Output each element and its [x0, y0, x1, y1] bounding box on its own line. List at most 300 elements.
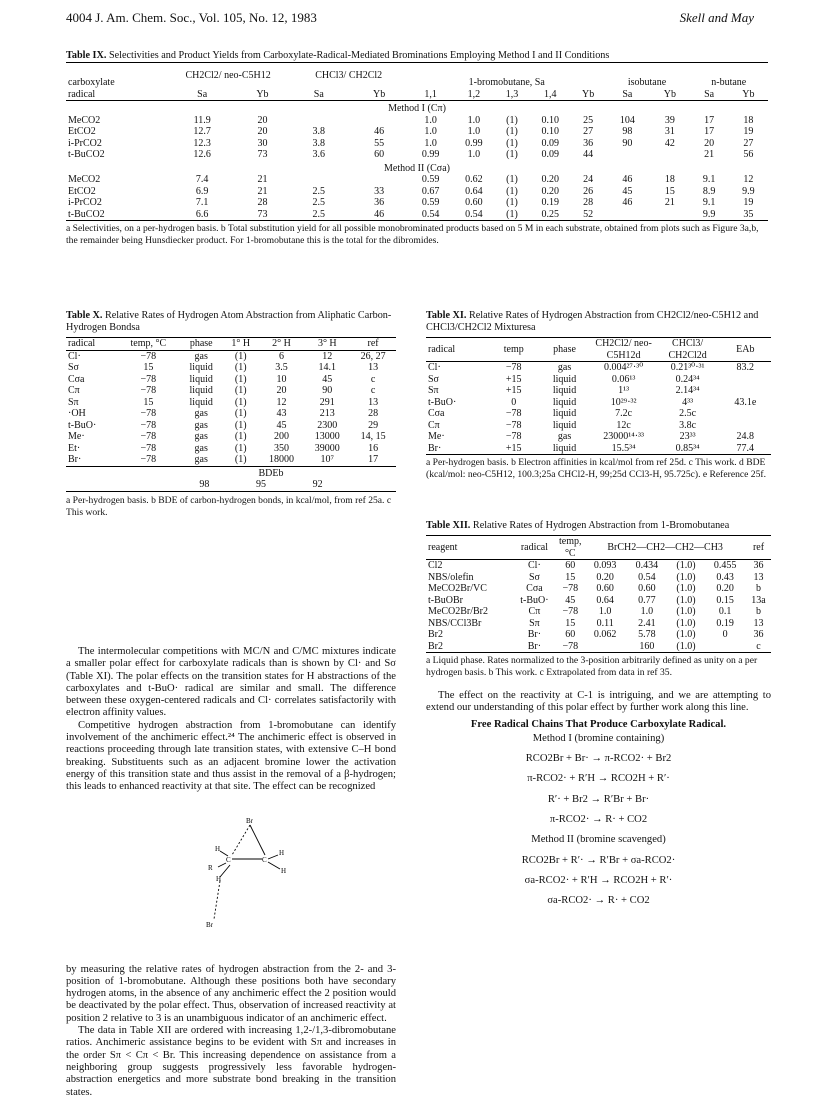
- table-cell: 13: [753, 571, 764, 583]
- table-row: [66, 350, 396, 362]
- table-row: [66, 431, 396, 443]
- table-cell: Cπ: [68, 385, 80, 396]
- table-cell: 20: [276, 385, 287, 396]
- table-cell: (1.0): [676, 617, 696, 629]
- table-cell: (1): [506, 197, 518, 208]
- table-cell: (1): [234, 385, 247, 396]
- table-cell: i-PrCO2: [68, 197, 102, 208]
- table-cell: 0.60: [465, 197, 483, 208]
- table-cell: 18: [664, 174, 675, 185]
- table-cell: 23³³: [679, 431, 696, 442]
- table-row: [426, 443, 771, 455]
- table-row: [66, 186, 768, 198]
- table-cell: 13: [753, 617, 764, 629]
- table-x-header: 1° H: [223, 338, 259, 351]
- table-x: [66, 310, 396, 519]
- table-cell: [584, 641, 626, 653]
- bde-value: 92: [312, 479, 323, 490]
- table-cell: −78: [505, 362, 522, 373]
- table-cell: (1): [506, 174, 518, 185]
- table-cell: 20: [257, 126, 268, 137]
- table-ix-subheader: 1,3: [495, 89, 528, 101]
- table-cell: 18: [743, 114, 754, 126]
- table-xii-grid: [426, 535, 771, 653]
- table-row: [426, 595, 771, 607]
- table-cell: Sπ: [529, 617, 540, 629]
- table-ix-subheader: 1,4: [529, 89, 572, 101]
- table-cell: 13000: [314, 431, 340, 442]
- paragraph: Competitive hydrogen abstraction from 1-bromobutane can identify involvement of the anchimeric effect.²⁴ The anchimeric effect is observed in reactions proceeding through late transition states, with extensive C–H bond breaking. Substituents such as an adjacent bromine lower the activation energy of this transition state and thus assist in the removal of a β-hydrogen; this leads to enhanced reactivity at that site. The effect can be recognized: [66, 719, 396, 793]
- table-cell: Me·: [68, 431, 85, 442]
- equation: RCO2Br + R′· → R′Br + σa-RCO2·: [521, 854, 676, 866]
- method-i-label: Method I (Cπ): [388, 103, 446, 114]
- equation: RCO2Br + Br· → π-RCO2· + Br2: [525, 753, 672, 765]
- section-heading: Free Radical Chains That Produce Carboxylate Radical.: [470, 718, 727, 730]
- table-cell: 45: [565, 594, 576, 606]
- table-cell: gas: [194, 419, 208, 431]
- table-cell: Cσa: [526, 583, 543, 594]
- table-x-header: temp, °C: [117, 338, 180, 351]
- table-cell: [349, 174, 409, 186]
- table-cell: 36: [753, 560, 764, 571]
- table-cell: (1): [234, 362, 247, 373]
- table-row: [426, 629, 771, 641]
- table-cell: 98: [622, 126, 633, 137]
- table-cell: (1): [234, 373, 247, 385]
- table-cell: (1.0): [676, 606, 696, 617]
- table-cell: 9.9: [702, 208, 716, 220]
- table-row: [66, 385, 396, 397]
- table-cell: [720, 385, 771, 397]
- table-cell: 1.0: [424, 114, 437, 126]
- table-cell: 1¹³: [618, 385, 630, 396]
- table-row: [66, 397, 396, 409]
- table-ix-subheader: Yb: [572, 89, 605, 101]
- table-cell: 39: [664, 114, 675, 126]
- table-cell: 0.06¹³: [611, 373, 636, 385]
- table-cell: 45: [276, 419, 287, 431]
- table-cell: 35: [743, 208, 754, 220]
- table-cell: [650, 209, 689, 221]
- table-x-header: phase: [180, 338, 223, 351]
- table-cell: ·OH: [68, 408, 86, 419]
- table-cell: −78: [505, 419, 522, 431]
- table-cell: 23000¹⁴·³³: [603, 431, 645, 442]
- table-cell: 15: [143, 396, 154, 408]
- table-cell: 2.5: [312, 197, 326, 208]
- table-cell: (1): [234, 442, 247, 454]
- table-cell: 12: [743, 174, 754, 185]
- method-i-heading: Method I (bromine containing): [532, 732, 665, 744]
- table-cell: 15: [143, 362, 154, 373]
- table-cell: Sσ: [528, 571, 540, 583]
- table-cell: [288, 174, 349, 186]
- table-cell: −78: [140, 373, 157, 385]
- struct-c2: C: [262, 856, 267, 864]
- struct-h4: H: [216, 875, 222, 883]
- table-row: [66, 420, 396, 432]
- table-cell: 0.1: [718, 606, 732, 617]
- struct-h2: H: [279, 849, 285, 857]
- table-cell: 2.5c: [679, 408, 697, 419]
- table-xi: [426, 310, 771, 481]
- table-cell: 0.77: [638, 594, 656, 606]
- table-row: [66, 362, 396, 374]
- table-cell: 3.8: [312, 137, 326, 149]
- table-ix-subheader: Yb: [236, 89, 288, 101]
- table-cell: 7.2c: [615, 408, 633, 419]
- table-cell: −78: [140, 350, 157, 362]
- table-cell: t-BuCO2: [68, 208, 105, 220]
- table-cell: 56: [743, 149, 754, 160]
- table-cell: 350: [274, 442, 290, 454]
- table-cell: Br·: [513, 641, 557, 653]
- bde-block: [66, 468, 396, 492]
- table-xi-header: CH2Cl2/ neo-C5H12d: [592, 338, 656, 362]
- table-cell: gas: [180, 454, 223, 466]
- table-cell: NBS/olefin: [428, 571, 474, 583]
- table-cell: −78: [140, 431, 157, 442]
- table-cell: 26, 27: [360, 350, 386, 362]
- table-cell: 0.15: [716, 594, 734, 606]
- table-cell: 45: [322, 373, 333, 385]
- table-row: [66, 126, 768, 138]
- table-row: [66, 209, 768, 221]
- table-cell: liquid: [552, 408, 577, 419]
- table-cell: Br2: [426, 641, 513, 653]
- table-cell: 21: [257, 185, 268, 197]
- table-cell: Cl2: [428, 560, 443, 571]
- table-cell: 0.99: [421, 149, 440, 160]
- table-cell: (1): [223, 454, 259, 466]
- col-isobutane: isobutane: [604, 63, 689, 89]
- table-cell: 0.43: [716, 571, 734, 583]
- col-radical: radical: [66, 89, 168, 101]
- table-cell: 33: [374, 185, 385, 197]
- table-cell: 52: [583, 208, 594, 220]
- table-cell: gas: [194, 408, 208, 419]
- table-cell: 39000: [314, 442, 340, 454]
- paragraph: The intermolecular competitions with MC/N and C/MC mixtures indicate a smaller polar effect for carboxylate radicals than is shown by Cl· and Sσ (Table XI). The polar effects on the transition states for H abstractions of the carboxylates and t-BuO· radical are similar and small. The difference between these oxygen-centered radicals and Cl· correlates satisfactorily with electron affinity values.: [66, 646, 396, 719]
- table-cell: 2.5: [312, 185, 326, 197]
- table-cell: 0.54: [421, 208, 440, 220]
- table-cell: −78: [140, 442, 157, 454]
- table-cell: (1): [506, 185, 518, 197]
- table-cell: t-BuO·: [520, 594, 549, 606]
- table-cell: Cl·: [68, 350, 81, 362]
- table-cell: 60: [565, 629, 576, 640]
- table-cell: (1.0): [676, 560, 696, 571]
- equation: π-RCO2· + R′H → RCO2H + R′·: [527, 773, 670, 785]
- table-cell: b: [755, 606, 761, 617]
- table-cell: 43.1e: [734, 396, 757, 408]
- table-cell: 0.19: [716, 617, 734, 629]
- table-cell: 83.2: [736, 362, 755, 373]
- table-cell: 0.09: [541, 149, 559, 160]
- table-cell: Sπ: [68, 396, 79, 408]
- table-cell: Br·: [66, 454, 117, 466]
- table-cell: 3.5: [275, 362, 288, 373]
- table-xi-header: phase: [538, 338, 592, 362]
- page-header: [66, 6, 754, 30]
- table-cell: 0.64: [596, 594, 614, 606]
- table-cell: 2.5: [312, 208, 326, 220]
- table-cell: c: [370, 385, 376, 396]
- table-cell: 213: [319, 408, 335, 419]
- table-cell: 2.41: [638, 617, 656, 629]
- table-cell: 21: [664, 197, 675, 208]
- table-cell: [349, 115, 409, 127]
- table-row: [426, 572, 771, 584]
- table-cell: 1.0: [598, 606, 612, 617]
- table-cell: (1): [506, 137, 518, 149]
- table-cell: 0.10: [541, 114, 559, 126]
- table-cell: −78: [505, 431, 522, 442]
- table-cell: 6: [279, 350, 285, 362]
- struct-c1: C: [226, 856, 231, 864]
- table-ix-subheader: Yb: [729, 89, 768, 101]
- table-cell: Cσa: [68, 373, 85, 385]
- table-cell: 0.54: [638, 571, 656, 583]
- table-cell: [604, 149, 650, 161]
- table-cell: MeCO2Br/Br2: [428, 606, 488, 617]
- table-cell: Br·: [426, 443, 490, 455]
- table-cell: [720, 420, 771, 432]
- table-cell: 19: [743, 197, 754, 208]
- table-xi-header: radical: [426, 338, 490, 362]
- table-cell: 0.64: [465, 185, 483, 197]
- table-row: [426, 560, 771, 572]
- table-cell: gas: [557, 362, 572, 373]
- table-cell: liquid: [189, 373, 213, 385]
- method-ii-heading: Method II (bromine scavenged): [531, 834, 666, 846]
- struct-h1: H: [215, 845, 221, 853]
- col-ch2cl2-neo: CH2Cl2/ neo-C5H12: [168, 63, 289, 89]
- table-cell: 17: [350, 454, 396, 466]
- table-cell: (1): [234, 408, 247, 419]
- table-xi-caption: Table XI. Relative Rates of Hydrogen Abstraction from CH2Cl2/neo-C5H12 and CHCl3/CH2Cl2 Mixturesa: [426, 310, 759, 333]
- table-cell: 28: [257, 197, 268, 208]
- table-cell: (1): [506, 126, 518, 137]
- right-column-text: [426, 690, 771, 916]
- table-cell: 73: [257, 208, 268, 220]
- table-ix-subheader: Sa: [604, 89, 650, 101]
- table-row: [426, 374, 771, 386]
- table-cell: (1.0): [676, 583, 696, 594]
- struct-br-bottom: Br: [206, 921, 213, 929]
- table-cell: 12: [276, 396, 287, 408]
- table-cell: 0.24³⁴: [675, 373, 700, 385]
- bde-value: 98: [199, 479, 210, 490]
- table-cell: 44: [583, 149, 594, 160]
- table-cell: gas: [557, 431, 572, 442]
- table-cell: 28: [368, 408, 379, 419]
- table-cell: 7.1: [195, 197, 209, 208]
- table-row: [66, 408, 396, 420]
- table-cell: 9.9: [742, 185, 755, 197]
- table-cell: 13: [368, 362, 379, 373]
- paragraph: by measuring the relative rates of hydrogen abstraction from the 2- and 3-position of 1-bromobutane. Although these positions both have secondary hydrogen atoms, in the absence of any anchimeric effect the 2 position would be deactivated by the polar effect. Thus, observation of increased reactivity at position 2 relative to 3 is an unambiguous indicator of an anchimeric effect.: [66, 963, 396, 1024]
- table-cell: 90: [322, 385, 333, 396]
- table-cell: 291: [319, 396, 335, 408]
- table-ix: [66, 50, 768, 246]
- col-chcl3: CHCl3/ CH2Cl2: [288, 63, 409, 89]
- table-cell: Sσ: [68, 362, 79, 373]
- table-cell: 12.6: [193, 149, 211, 160]
- table-cell: 104: [619, 114, 635, 126]
- table-cell: 2.14³⁴: [675, 385, 700, 396]
- table-cell: liquid: [552, 373, 577, 385]
- table-cell: 10⁷: [304, 454, 350, 466]
- table-cell: 0.59: [421, 174, 440, 185]
- table-cell: Sπ: [428, 385, 439, 396]
- table-ix-caption: Table IX. Selectivities and Product Yields from Carboxylate-Radical-Mediated Brominations Employing Method I and II Conditions: [66, 50, 610, 61]
- table-cell: 0.60: [638, 583, 656, 594]
- table-cell: 11.9: [193, 114, 211, 126]
- table-cell: liquid: [538, 443, 592, 455]
- table-row: [66, 174, 768, 186]
- table-cell: +15: [505, 385, 522, 396]
- table-cell: 27: [743, 137, 754, 149]
- table-cell: 5.78: [638, 629, 656, 640]
- struct-br-top: Br: [246, 817, 253, 825]
- table-cell: 31: [664, 126, 675, 137]
- table-cell: 13: [368, 396, 379, 408]
- table-cell: 90: [622, 137, 633, 149]
- table-cell: 20: [257, 114, 268, 126]
- table-xi-header: CHCl3/ CH2Cl2d: [656, 338, 720, 362]
- table-cell: [604, 209, 650, 221]
- table-cell: (1): [234, 419, 247, 431]
- paragraph: The effect on the reactivity at C-1 is intriguing, and we are attempting to extend our understanding of this polar effect by further work along this line.: [426, 690, 771, 714]
- table-cell: 0.85³⁴: [656, 443, 720, 455]
- bde-label: BDEb: [258, 467, 284, 479]
- table-cell: Sσ: [428, 373, 439, 385]
- table-cell: 20: [704, 137, 715, 149]
- table-xii-header: temp, °C: [556, 536, 584, 560]
- table-cell: [704, 641, 746, 653]
- table-cell: 160: [626, 641, 668, 653]
- table-xii: [426, 520, 771, 679]
- table-cell: (1.0): [676, 629, 696, 640]
- table-cell: liquid: [552, 385, 577, 396]
- table-cell: c: [746, 641, 771, 653]
- table-xi-footnote: a Per-hydrogen basis. b Electron affinities in kcal/mol from ref 25d. c This work. d BDE (kcal/mol: neo-C5H12, 100.3;25a CHCl2-H, 99;25d CCl3-H, 95.725c). e Reference 25f.: [426, 457, 766, 480]
- table-cell: 21: [704, 149, 715, 160]
- table-cell: 0.20: [716, 583, 734, 594]
- table-cell: 13a: [751, 594, 766, 606]
- bromonium-transition-structure: [190, 815, 300, 930]
- table-cell: 2300: [317, 419, 338, 431]
- table-cell: 30: [257, 137, 268, 149]
- table-cell: [720, 408, 771, 420]
- table-cell: 29: [368, 419, 379, 431]
- table-row: [426, 583, 771, 595]
- table-cell: t-BuO·: [428, 396, 457, 408]
- table-cell: i-PrCO2: [68, 137, 102, 149]
- table-cell: 14, 15: [360, 431, 386, 442]
- bde-values: [66, 479, 396, 492]
- table-cell: gas: [194, 442, 208, 454]
- table-xii-caption: Table XII. Relative Rates of Hydrogen Abstraction from 1-Bromobutanea: [426, 520, 730, 531]
- table-cell: 43: [276, 408, 287, 419]
- table-cell: t-BuCO2: [68, 149, 105, 160]
- table-cell: (1.0): [668, 641, 704, 653]
- table-x-caption: Table X. Relative Rates of Hydrogen Atom Abstraction from Aliphatic Carbon-Hydrogen Bondsa: [66, 310, 392, 333]
- table-cell: 1.0: [424, 137, 437, 149]
- table-cell: EtCO2: [68, 126, 96, 137]
- table-cell: 46: [622, 174, 633, 185]
- table-cell: 15: [565, 571, 576, 583]
- table-xi-header: temp: [490, 338, 538, 362]
- table-cell: 0.54: [465, 208, 483, 220]
- table-row: [66, 443, 396, 455]
- struct-h3: H: [281, 867, 287, 875]
- table-cell: 42: [664, 137, 675, 149]
- table-cell: Cl·: [528, 560, 541, 571]
- running-authors: Skell and May: [679, 10, 754, 25]
- equation: σa-RCO2· → R· + CO2: [547, 895, 650, 907]
- table-cell: 15.5³⁴: [592, 443, 656, 455]
- table-cell: Cπ: [528, 606, 541, 617]
- table-cell: MeCO2: [68, 174, 101, 185]
- table-cell: 4³³: [682, 396, 694, 408]
- table-row: [426, 362, 771, 374]
- table-cell: 16: [368, 442, 379, 454]
- table-cell: 0: [511, 396, 517, 408]
- table-x-footnote: a Per-hydrogen basis. b BDE of carbon-hydrogen bonds, in kcal/mol, from ref 25a. c This work.: [66, 494, 392, 518]
- journal-citation: 4004 J. Am. Chem. Soc., Vol. 105, No. 12, 1983: [66, 10, 317, 25]
- col-bromobutane: 1-bromobutane, Sa: [409, 63, 604, 89]
- table-cell: 28: [583, 197, 594, 208]
- table-x-header: 2° H: [259, 338, 305, 351]
- paragraph: The data in Table XII are ordered with increasing 1,2-/1,3-dibromobutane ratios. Anchimeric assistance begins to be evident with Sπ and increases in the order Sπ < Cπ < Br. This increasing dependence on assistance from a neighboring group suggests progressively less favorable hydrogen-abstraction energetics and more substrate bond breaking in the transition states.: [66, 1025, 396, 1098]
- table-ix-grid: [66, 62, 768, 220]
- table-cell: (1): [234, 431, 247, 442]
- table-cell: 45: [622, 185, 633, 197]
- table-cell: 9.1: [702, 174, 716, 185]
- table-cell: 0.25: [541, 208, 559, 220]
- table-row: [66, 149, 768, 161]
- table-x-grid: [66, 337, 396, 467]
- bde-value: 95: [255, 479, 266, 490]
- table-cell: +15: [490, 443, 538, 455]
- table-cell: 26: [583, 185, 594, 197]
- table-cell: −78: [505, 408, 522, 419]
- table-row: [426, 397, 771, 409]
- table-cell: 10²⁹·³²: [610, 396, 637, 408]
- table-cell: 0.20: [541, 185, 559, 197]
- table-cell: 14.1: [318, 362, 337, 373]
- table-cell: 60: [565, 560, 576, 571]
- table-row: [66, 115, 768, 127]
- table-cell: 46: [622, 197, 633, 208]
- table-cell: 1.0: [424, 126, 437, 137]
- table-cell: 1.0: [467, 126, 481, 137]
- table-row: [426, 641, 771, 653]
- table-cell: [720, 374, 771, 386]
- table-cell: 55: [374, 137, 385, 149]
- table-cell: 0.434: [635, 560, 659, 571]
- method-ii-label: Method II (Cσa): [384, 162, 450, 174]
- table-cell: 0.19: [541, 197, 559, 208]
- table-cell: (1): [234, 350, 247, 362]
- table-cell: liquid: [189, 385, 213, 396]
- equation: π-RCO2· → R· + CO2: [549, 814, 648, 826]
- table-cell: 0.60: [596, 583, 614, 594]
- table-cell: 24.8: [736, 431, 755, 442]
- table-cell: 12: [322, 350, 333, 362]
